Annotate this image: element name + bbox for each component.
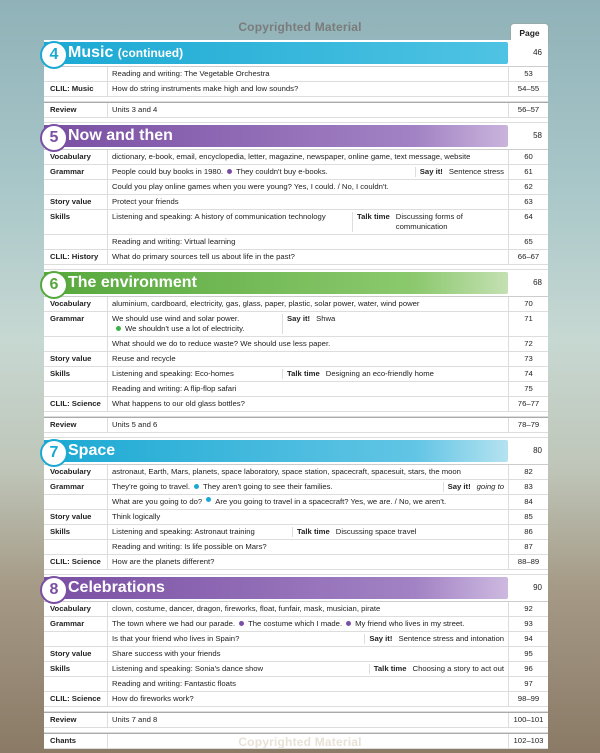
- bullet-icon: [116, 326, 121, 331]
- bullet-icon: [206, 497, 211, 502]
- unit-page: 80: [533, 446, 542, 455]
- table-row: What are you going to do? Are you going to travel in a spacecraft? Yes, we are. / No, we aren't. 84: [44, 495, 548, 510]
- unit-page: 46: [533, 48, 542, 57]
- bullet-icon: [239, 621, 244, 626]
- review-row: Review Units 5 and 6 78–79: [44, 417, 548, 433]
- unit-title: Celebrations: [68, 579, 165, 596]
- table-row: CLIL: History What do primary sources tell us about life in the past? 66–67: [44, 250, 548, 265]
- unit-title: Now and then: [68, 127, 173, 144]
- unit-8-section: [44, 575, 548, 707]
- table-row: Grammar The town where we had our parade. The costume which I made. My friend who lives in my street. 93: [44, 617, 548, 632]
- table-row: Reading and writing: The Vegetable Orchestra 53: [44, 67, 548, 82]
- unit-5-section: [44, 123, 548, 265]
- unit-page: 58: [533, 131, 542, 140]
- table-row: Story value Share success with your friends 95: [44, 647, 548, 662]
- table-row: Vocabulary aluminium, cardboard, electricity, gas, glass, paper, plastic, solar power, water, wind power 70: [44, 297, 548, 312]
- unit-number: 8: [40, 576, 68, 604]
- page-column-header: Page: [510, 23, 549, 44]
- table-row: Skills Listening and speaking: Astronaut training Talk time Discussing space travel 86: [44, 525, 548, 540]
- unit-5-header: [44, 123, 548, 150]
- unit-number: 4: [40, 41, 68, 69]
- unit-page: 68: [533, 278, 542, 287]
- table-row: Could you play online games when you were young? Yes, I could. / No, I couldn't. 62: [44, 180, 548, 195]
- table-row: Reading and writing: Is life possible on Mars? 87: [44, 540, 548, 555]
- table-row: Grammar They're going to travel. They aren't going to see their families. Say it! going to 83: [44, 480, 548, 495]
- unit-title: Space: [68, 442, 116, 459]
- table-row: CLIL: Science What happens to our old glass bottles? 76–77: [44, 397, 548, 412]
- chants-row: Chants 102–103: [44, 733, 548, 749]
- table-row: Reading and writing: Virtual learning 65: [44, 235, 548, 250]
- table-row: Skills Listening and speaking: A history of communication technology Talk time Discussing forms of communication 64: [44, 210, 548, 235]
- table-row: Grammar People could buy books in 1980. They couldn't buy e-books. Say it! Sentence stress 61: [44, 165, 548, 180]
- unit-number: 6: [40, 271, 68, 299]
- table-row: Vocabulary clown, costume, dancer, dragon, fireworks, float, funfair, mask, musician, pirate 92: [44, 602, 548, 617]
- unit-6-section: [44, 270, 548, 412]
- table-row: Reading and writing: Fantastic floats 97: [44, 677, 548, 692]
- table-row: Skills Listening and speaking: Eco-homes Talk time Designing an eco-friendly home 74: [44, 367, 548, 382]
- table-row: Story value Reuse and recycle 73: [44, 352, 548, 367]
- bullet-icon: [194, 484, 199, 489]
- unit-7-header: [44, 438, 548, 465]
- table-row: Is that your friend who lives in Spain? Say it! Sentence stress and intonation 94: [44, 632, 548, 647]
- unit-4-section: [44, 40, 548, 97]
- unit-8-header: [44, 575, 548, 602]
- table-row: Vocabulary astronaut, Earth, Mars, planets, space laboratory, space station, spacecraft, spacesuit, stars, the moon 82: [44, 465, 548, 480]
- table-row: CLIL: Music How do string instruments make high and low sounds? 54–55: [44, 82, 548, 97]
- table-row: CLIL: Science How do fireworks work? 98–99: [44, 692, 548, 707]
- table-row: What should we do to reduce waste? We should use less paper. 72: [44, 337, 548, 352]
- unit-page: 90: [533, 583, 542, 592]
- table-row: Grammar We should use wind and solar power. We shouldn't use a lot of electricity. Say it! Shwa 71: [44, 312, 548, 337]
- review-row: Review Units 7 and 8 100–101: [44, 712, 548, 728]
- table-row: Skills Listening and speaking: Sonia's dance show Talk time Choosing a story to act out 96: [44, 662, 548, 677]
- unit-6-header: [44, 270, 548, 297]
- unit-4-header: [44, 40, 548, 67]
- unit-number: 5: [40, 124, 68, 152]
- table-row: Reading and writing: A flip-flop safari 75: [44, 382, 548, 397]
- unit-number: 7: [40, 439, 68, 467]
- watermark-top: Copyrighted Material: [238, 20, 362, 34]
- table-row: Vocabulary dictionary, e-book, email, encyclopedia, letter, magazine, newspaper, online game, text message, website 60: [44, 150, 548, 165]
- bullet-icon: [227, 169, 232, 174]
- table-row: Story value Think logically 85: [44, 510, 548, 525]
- contents-page: [44, 40, 548, 749]
- unit-title: Music (continued): [68, 44, 184, 61]
- unit-7-section: [44, 438, 548, 570]
- watermark-bottom: Copyrighted Material: [238, 735, 362, 749]
- unit-title: The environment: [68, 274, 197, 291]
- table-row: Story value Protect your friends 63: [44, 195, 548, 210]
- table-row: CLIL: Science How are the planets different? 88–89: [44, 555, 548, 570]
- bullet-icon: [346, 621, 351, 626]
- review-row: Review Units 3 and 4 56–57: [44, 102, 548, 118]
